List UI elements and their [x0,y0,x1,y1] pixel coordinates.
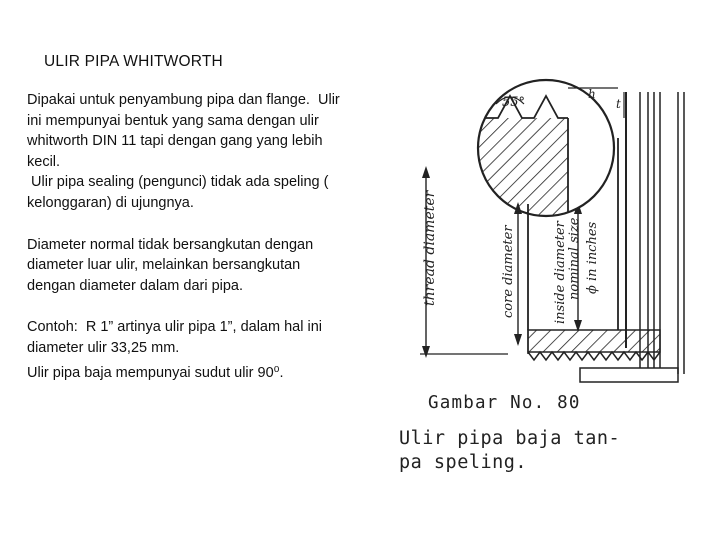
thread-diameter-label: thread diameter [422,190,438,306]
in-inches-label: ϕ in inches [585,221,600,294]
figure-caption-line-1: Ulir pipa baja tan- [399,428,621,449]
figure-caption [399,427,699,475]
thread-tolerance-label: t [616,97,621,111]
slide-title: ULIR PIPA WHITWORTH [44,53,223,70]
thread-detail-circle [474,78,630,228]
paragraph-steel-pipe-angle: Ulir pipa baja mempunyai sudut ulir 90⁰. [27,364,284,381]
paragraph-usage: Dipakai untuk penyambung pipa dan flange. Ulir ini mempunyai bentuk yang sama dengan ulir whitworth DIN 11 tapi dengan gang yang lebih kecil. [27,92,344,170]
figure-caption-line-2: pa speling. [399,452,528,473]
nominal-size-label: nominal size [567,217,582,300]
paragraph-nominal-diameter: Diameter normal tidak bersangkutan dengan diameter luar ulir, melainkan bersangkutan dengan diameter dalam dari pipa. [27,236,318,294]
figure-number-caption: Gambar No. 80 [428,393,581,413]
pipe-thread-diagram [378,78,698,408]
inside-diameter-label: inside diameter [553,221,568,324]
thread-pitch-label: h [588,87,596,101]
paragraph-example: Contoh: R 1” artinya ulir pipa 1”, dalam hal ini diameter ulir 33,25 mm. [27,319,327,356]
core-diameter-label: core diameter [501,225,516,318]
paragraph-sealing: Ulir pipa sealing (pengunci) tidak ada speling ( kelonggaran) di ujungnya. [27,174,333,211]
thread-angle-label: 55° [502,95,526,110]
body-text [27,90,347,383]
